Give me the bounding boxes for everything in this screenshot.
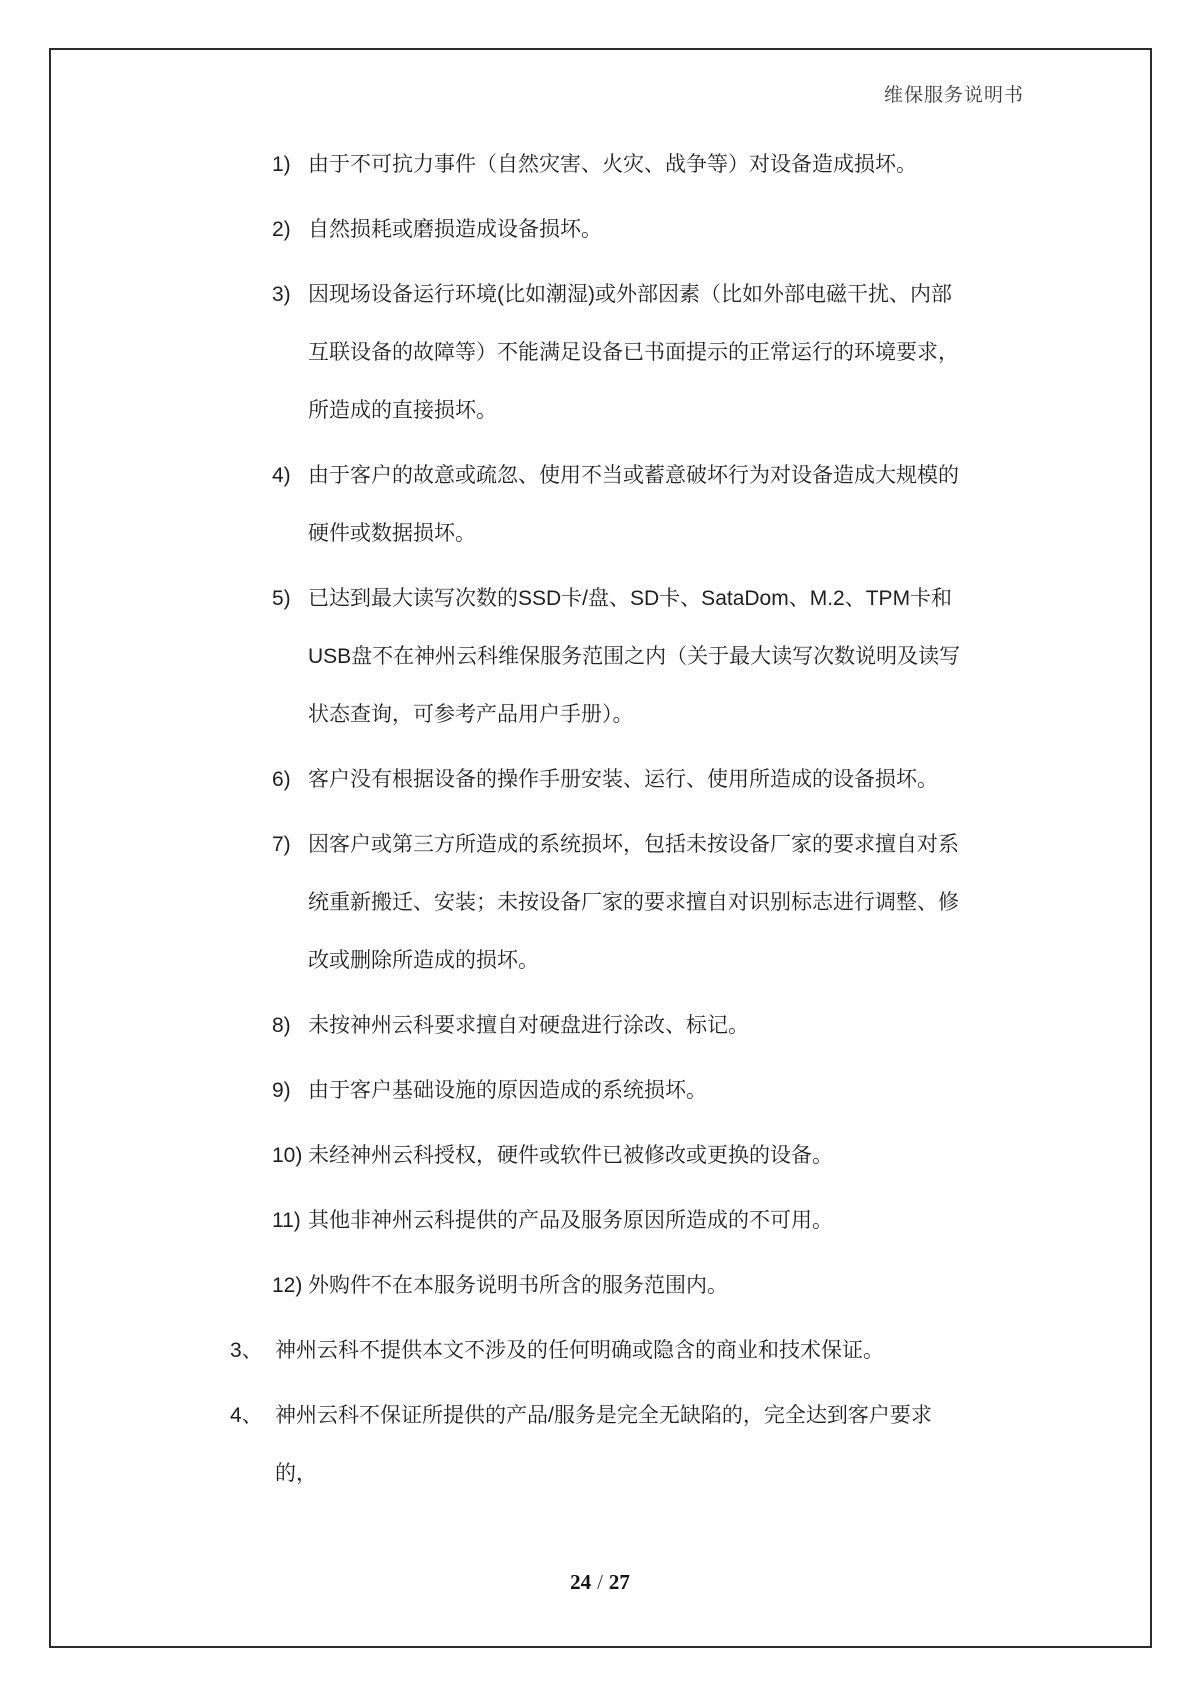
list-item-text: 未按神州云科要求擅自对硬盘进行涂改、标记。	[308, 1014, 749, 1037]
list-item	[272, 266, 966, 440]
exclusion-list	[230, 136, 966, 1315]
list-item-marker: 4、	[230, 1404, 263, 1427]
list-item-text: 由于不可抗力事件（自然灾害、火灾、战争等）对设备造成损坏。	[308, 153, 917, 176]
list-item	[272, 997, 966, 1055]
list-item-marker: 10)	[272, 1144, 303, 1167]
list-item-marker: 7)	[272, 833, 291, 856]
list-item-text: 由于客户基础设施的原因造成的系统损坏。	[308, 1079, 707, 1102]
list-item-text: 自然损耗或磨损造成设备损坏。	[308, 218, 602, 241]
page-footer	[0, 1570, 1200, 1595]
list-item-text: 神州云科不保证所提供的产品/服务是完全无缺陷的，完全达到客户要求的，	[275, 1404, 932, 1485]
header-title: 维保服务说明书	[883, 85, 1024, 106]
list-item-marker: 5)	[272, 587, 291, 610]
list-item-text: 因现场设备运行环境(比如潮湿)或外部因素（比如外部电磁干扰、内部互联设备的故障等）不能满足设备已书面提示的正常运行的环境要求，所造成的直接损坏。	[308, 283, 959, 422]
list-item	[272, 1062, 966, 1120]
list-item	[272, 1127, 966, 1185]
list-item	[272, 570, 966, 744]
list-item-marker: 11)	[272, 1209, 301, 1232]
document-content	[230, 136, 966, 1510]
list-item	[230, 1387, 966, 1503]
page-header	[884, 80, 1024, 107]
list-item-marker: 12)	[272, 1274, 303, 1297]
list-item	[272, 1257, 966, 1315]
list-item-marker: 4)	[272, 464, 291, 487]
list-item-marker: 3、	[230, 1339, 263, 1362]
clause-list	[230, 1322, 966, 1503]
list-item-text: 客户没有根据设备的操作手册安装、运行、使用所造成的设备损坏。	[308, 768, 938, 791]
list-item-text: 外购件不在本服务说明书所含的服务范围内。	[308, 1274, 728, 1297]
list-item	[272, 136, 966, 194]
page-number-total: 27	[608, 1570, 630, 1594]
list-item-marker: 2)	[272, 218, 291, 241]
list-item	[272, 1192, 966, 1250]
list-item-marker: 6)	[272, 768, 291, 791]
list-item-text: 因客户或第三方所造成的系统损坏，包括未按设备厂家的要求擅自对系统重新搬迁、安装；未按设备厂家的要求擅自对识别标志进行调整、修改或删除所造成的损坏。	[308, 833, 959, 972]
list-item-marker: 3)	[272, 283, 291, 306]
list-item-text: 未经神州云科授权，硬件或软件已被修改或更换的设备。	[308, 1144, 833, 1167]
list-item	[272, 201, 966, 259]
list-item-text: 已达到最大读写次数的SSD卡/盘、SD卡、SataDom、M.2、TPM卡和USB盘不在神州云科维保服务范围之内（关于最大读写次数说明及读写状态查询，可参考产品用户手册）。	[308, 587, 961, 726]
list-item	[272, 447, 966, 563]
page-number-separator: /	[597, 1570, 603, 1594]
list-item-marker: 1)	[272, 153, 291, 176]
list-item	[272, 816, 966, 990]
list-item	[272, 751, 966, 809]
list-item-text: 由于客户的故意或疏忽、使用不当或蓄意破坏行为对设备造成大规模的硬件或数据损坏。	[308, 464, 959, 545]
list-item	[230, 1322, 966, 1380]
list-item-marker: 8)	[272, 1014, 291, 1037]
list-item-text: 其他非神州云科提供的产品及服务原因所造成的不可用。	[308, 1209, 833, 1232]
list-item-text: 神州云科不提供本文不涉及的任何明确或隐含的商业和技术保证。	[275, 1339, 884, 1362]
page-number-current: 24	[570, 1570, 592, 1594]
list-item-marker: 9)	[272, 1079, 291, 1102]
